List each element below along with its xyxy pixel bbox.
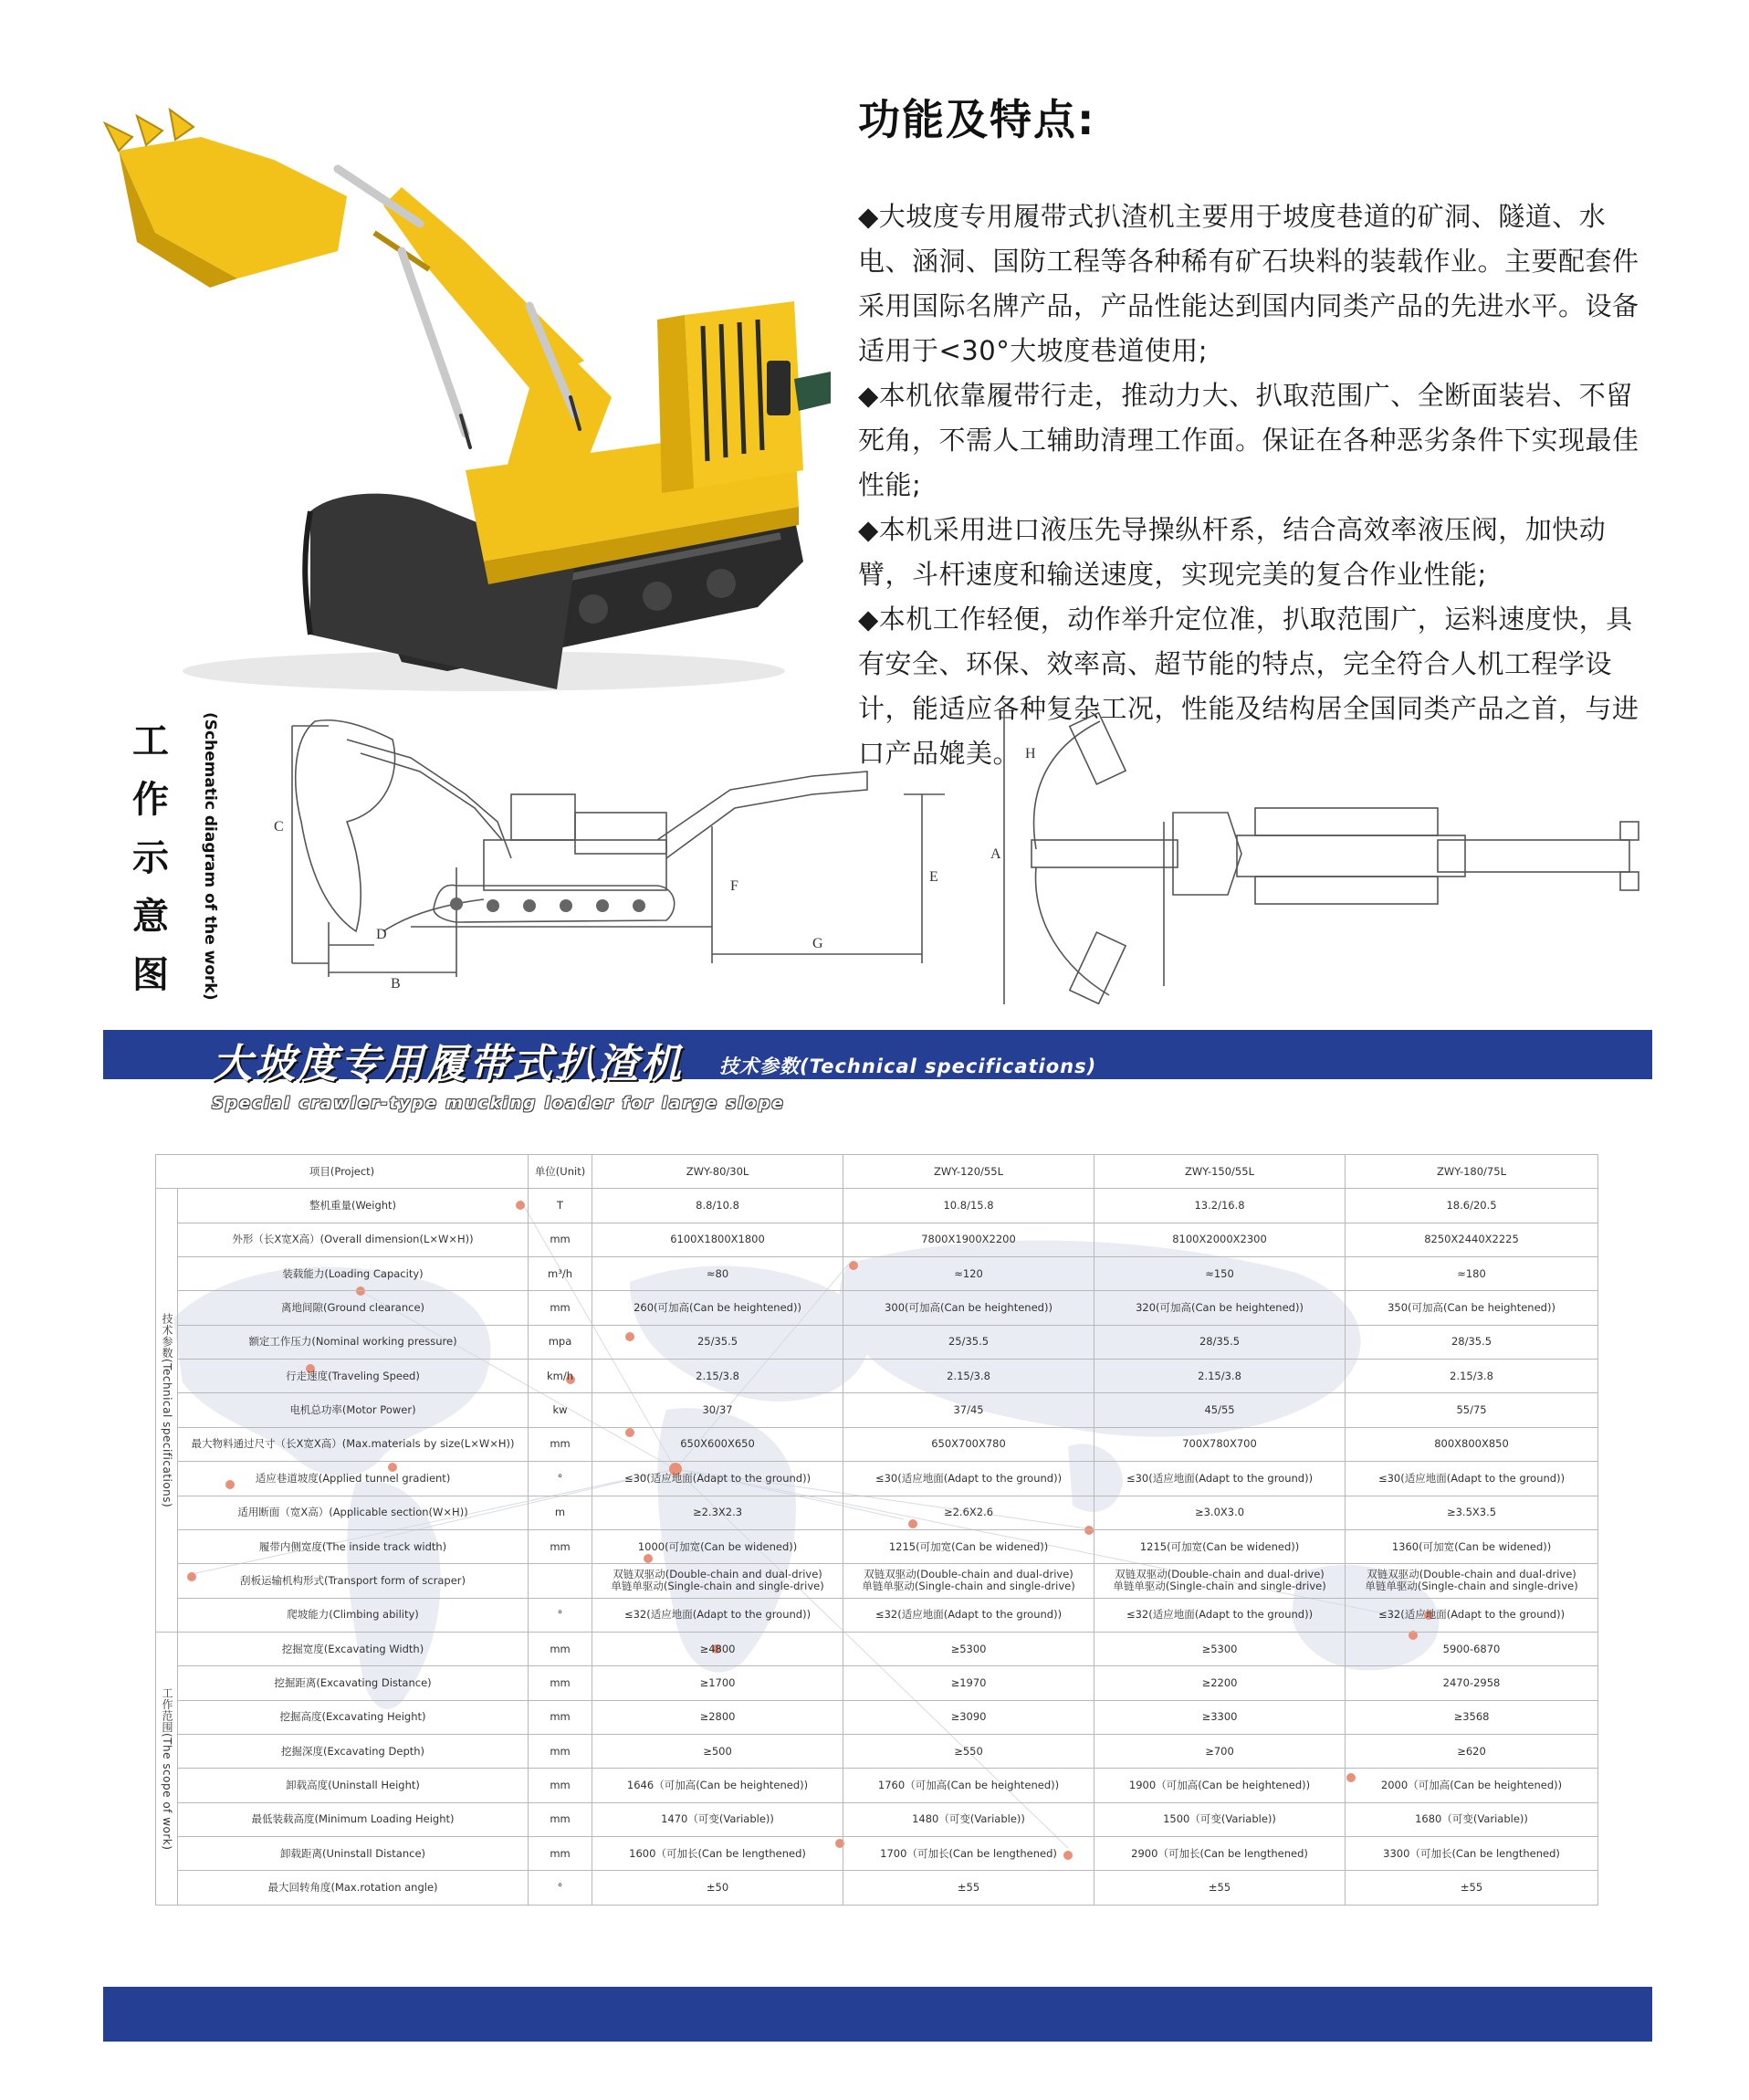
table-cell-value: 1215(可加宽(Can be widened)) (1094, 1529, 1346, 1563)
spec-table-container (155, 1154, 1597, 1906)
table-cell-value: ≤32(适应地面(Adapt to the ground)) (592, 1598, 843, 1632)
header-model: ZWY-80/30L (592, 1155, 843, 1189)
table-cell-value: 650X600X650 (592, 1427, 843, 1461)
schematic-title-char: 图 (132, 954, 169, 996)
table-cell-value: 320(可加高(Can be heightened)) (1094, 1291, 1346, 1325)
table-cell-value: 45/55 (1094, 1393, 1346, 1427)
table-cell-value: 1215(可加宽(Can be widened)) (843, 1529, 1094, 1563)
table-cell-value: 双链双驱动(Double-chain and dual-drive) 单链单驱动(Single-chain and single-drive) (592, 1564, 843, 1598)
table-cell-item: 爬坡能力(Climbing ability) (178, 1598, 529, 1632)
table-cell-value: 1680（可变(Variable)) (1346, 1802, 1598, 1836)
schematic-top-view (990, 703, 1648, 1004)
header-unit: 单位(Unit) (529, 1155, 592, 1189)
table-cell-value: 双链双驱动(Double-chain and dual-drive) 单链单驱动(Single-chain and single-drive) (1094, 1564, 1346, 1598)
table-cell-value: 8250X2440X2225 (1346, 1223, 1598, 1256)
schematic-english-text: (Schematic diagram of the work) (201, 712, 219, 1001)
table-cell-value: 双链双驱动(Double-chain and dual-drive) 单链单驱动(Single-chain and single-drive) (843, 1564, 1094, 1598)
table-cell-item: 电机总功率(Motor Power) (178, 1393, 529, 1427)
table-cell-value: 28/35.5 (1094, 1325, 1346, 1359)
features-title: 功能及特点: (858, 95, 1096, 144)
table-cell-item: 挖掘深度(Excavating Depth) (178, 1735, 529, 1769)
table-cell-item: 挖掘宽度(Excavating Width) (178, 1632, 529, 1665)
dim-label-e: E (929, 869, 938, 885)
table-cell-unit: km/h (529, 1360, 592, 1393)
table-row (156, 1529, 1598, 1563)
table-row (156, 1802, 1598, 1836)
table-cell-unit: mm (529, 1529, 592, 1563)
table-cell-value: 1470（可变(Variable)) (592, 1802, 843, 1836)
dim-label-d: D (376, 927, 387, 942)
table-cell-value: 2.15/3.8 (592, 1360, 843, 1393)
table-cell-value: ≈150 (1094, 1256, 1346, 1290)
table-cell-value: 3300（可加长(Can be lengthened) (1346, 1837, 1598, 1871)
table-cell-unit: mm (529, 1700, 592, 1734)
table-cell-value: ≥620 (1346, 1735, 1598, 1769)
group-technical-specs: 技术参数(Technical specifications) (156, 1189, 178, 1633)
table-cell-value: ≤30(适应地面(Adapt to the ground)) (1346, 1462, 1598, 1496)
table-cell-value: ≥5300 (1094, 1632, 1346, 1665)
table-cell-value: 1900（可加高(Can be heightened)) (1094, 1769, 1346, 1802)
table-cell-value: 1480（可变(Variable)) (843, 1802, 1094, 1836)
table-cell-value: 1700（可加长(Can be lengthened) (843, 1837, 1094, 1871)
table-cell-item: 整机重量(Weight) (178, 1189, 529, 1223)
table-cell-item: 适应巷道坡度(Applied tunnel gradient) (178, 1462, 529, 1496)
table-row (156, 1871, 1598, 1906)
table-cell-unit: ° (529, 1598, 592, 1632)
table-cell-value: ≤30(适应地面(Adapt to the ground)) (843, 1462, 1094, 1496)
table-cell-value: 18.6/20.5 (1346, 1189, 1598, 1223)
table-cell-value: 1360(可加宽(Can be widened)) (1346, 1529, 1598, 1563)
table-cell-unit: T (529, 1189, 592, 1223)
table-cell-value: 5900-6870 (1346, 1632, 1598, 1665)
table-cell-value: 700X780X700 (1094, 1427, 1346, 1461)
table-cell-item: 最大物料通过尺寸（长X宽X高）(Max.materials by size(L×W×H)) (178, 1427, 529, 1461)
table-cell-unit: mm (529, 1837, 592, 1871)
table-cell-unit (529, 1564, 592, 1598)
table-cell-value: 25/35.5 (843, 1325, 1094, 1359)
table-cell-value: 1000(可加宽(Can be widened)) (592, 1529, 843, 1563)
schematic-english-label (199, 712, 226, 1001)
table-cell-unit: mm (529, 1666, 592, 1700)
table-row (156, 1700, 1598, 1734)
dim-label-g: G (812, 936, 823, 951)
schematic-title-char: 工 (132, 720, 169, 762)
table-cell-item: 行走速度(Traveling Speed) (178, 1360, 529, 1393)
table-cell-value: 2900（可加长(Can be lengthened) (1094, 1837, 1346, 1871)
table-cell-value: 25/35.5 (592, 1325, 843, 1359)
table-cell-item: 挖掘高度(Excavating Height) (178, 1700, 529, 1734)
table-row (156, 1223, 1598, 1256)
table-cell-value: ≥700 (1094, 1735, 1346, 1769)
table-row (156, 1769, 1598, 1802)
table-cell-value: 8100X2000X2300 (1094, 1223, 1346, 1256)
banner-subtitle: Special crawler-type mucking loader for large slope (212, 1094, 785, 1113)
table-cell-item: 履带内侧宽度(The inside track width) (178, 1529, 529, 1563)
table-cell-value: ≥3.0X3.0 (1094, 1496, 1346, 1529)
table-cell-value: ≥3.5X3.5 (1346, 1496, 1598, 1529)
table-cell-item: 刮板运输机构形式(Transport form of scraper) (178, 1564, 529, 1598)
dim-label-a: A (990, 846, 1001, 862)
table-cell-item: 卸载高度(Uninstall Height) (178, 1769, 529, 1802)
table-cell-unit: m³/h (529, 1256, 592, 1290)
spec-table-body (156, 1155, 1598, 1906)
table-cell-value: 13.2/16.8 (1094, 1189, 1346, 1223)
table-cell-unit: ° (529, 1871, 592, 1906)
table-cell-value: ≤32(适应地面(Adapt to the ground)) (843, 1598, 1094, 1632)
table-cell-value: ≈120 (843, 1256, 1094, 1290)
table-cell-value: 6100X1800X1800 (592, 1223, 843, 1256)
table-cell-value: 8.8/10.8 (592, 1189, 843, 1223)
table-cell-item: 最大回转角度(Max.rotation angle) (178, 1871, 529, 1906)
table-cell-value: 10.8/15.8 (843, 1189, 1094, 1223)
header-model: ZWY-180/75L (1346, 1155, 1598, 1189)
table-cell-unit: ° (529, 1462, 592, 1496)
table-cell-unit: mpa (529, 1325, 592, 1359)
table-cell-value: 350(可加高(Can be heightened)) (1346, 1291, 1598, 1325)
table-cell-value: ≈80 (592, 1256, 843, 1290)
feature-paragraph-1: ◆大坡度专用履带式扒渣机主要用于坡度巷道的矿洞、隧道、水电、涵洞、国防工程等各种稀有矿石块料的装载作业。主要配套件采用国际名牌产品，产品性能达到国内同类产品的先进水平。设备适用于<30°大坡度巷道使用; (858, 201, 1639, 366)
table-row (156, 1189, 1598, 1223)
table-cell-value: ≤30(适应地面(Adapt to the ground)) (1094, 1462, 1346, 1496)
schematic-title (128, 712, 173, 1004)
table-cell-value: ≥550 (843, 1735, 1094, 1769)
schematic-side-view (274, 703, 968, 995)
table-cell-value: ±55 (1346, 1871, 1598, 1906)
table-cell-value: 30/37 (592, 1393, 843, 1427)
table-cell-unit: mm (529, 1223, 592, 1256)
table-cell-value: ≥1700 (592, 1666, 843, 1700)
table-row (156, 1256, 1598, 1290)
table-cell-item: 适用断面（宽X高）(Applicable section(W×H)) (178, 1496, 529, 1529)
dim-label-f: F (730, 878, 738, 894)
banner-spec-label: 技术参数(Technical specifications) (719, 1055, 1097, 1077)
table-cell-value: ≥1970 (843, 1666, 1094, 1700)
table-cell-value: ≤30(适应地面(Adapt to the ground)) (592, 1462, 843, 1496)
table-cell-value: ±55 (843, 1871, 1094, 1906)
table-cell-value: 2.15/3.8 (843, 1360, 1094, 1393)
table-cell-value: ±55 (1094, 1871, 1346, 1906)
table-cell-value: 双链双驱动(Double-chain and dual-drive) 单链单驱动(Single-chain and single-drive) (1346, 1564, 1598, 1598)
spec-table (155, 1154, 1598, 1906)
dim-label-c: C (274, 819, 284, 835)
table-cell-item: 最低装载高度(Minimum Loading Height) (178, 1802, 529, 1836)
table-cell-unit: mm (529, 1427, 592, 1461)
table-cell-value: 1646（可加高(Can be heightened)) (592, 1769, 843, 1802)
feature-paragraph-2: ◆本机依靠履带行走，推动力大、扒取范围广、全断面装岩、不留死角，不需人工辅助清理工作面。保证在各种恶劣条件下实现最佳性能; (858, 380, 1639, 500)
table-row (156, 1564, 1598, 1598)
table-cell-value: 2470-2958 (1346, 1666, 1598, 1700)
feature-paragraph-3: ◆本机采用进口液压先导操纵杆系，结合高效率液压阀，加快动臂，斗杆速度和输送速度，实现完美的复合作业性能; (858, 514, 1607, 590)
table-cell-value: ≥3300 (1094, 1700, 1346, 1734)
table-cell-item: 外形（长X宽X高）(Overall dimension(L×W×H)) (178, 1223, 529, 1256)
table-row (156, 1325, 1598, 1359)
table-cell-value: ≤32(适应地面(Adapt to the ground)) (1346, 1598, 1598, 1632)
table-cell-value: 300(可加高(Can be heightened)) (843, 1291, 1094, 1325)
table-cell-value: 2.15/3.8 (1346, 1360, 1598, 1393)
table-cell-value: 650X700X780 (843, 1427, 1094, 1461)
loader-machine-photo (100, 87, 831, 708)
table-cell-value: 28/35.5 (1346, 1325, 1598, 1359)
table-cell-value: ±50 (592, 1871, 843, 1906)
table-cell-value: ≥2.6X2.6 (843, 1496, 1094, 1529)
table-cell-unit: mm (529, 1802, 592, 1836)
table-cell-unit: mm (529, 1632, 592, 1665)
table-cell-unit: mm (529, 1735, 592, 1769)
features-section (858, 87, 1643, 776)
banner-title: 大坡度专用履带式扒渣机 (212, 1041, 684, 1087)
table-cell-item: 卸载距离(Uninstall Distance) (178, 1837, 529, 1871)
table-row (156, 1291, 1598, 1325)
table-cell-value: 2.15/3.8 (1094, 1360, 1346, 1393)
table-cell-item: 额定工作压力(Nominal working pressure) (178, 1325, 529, 1359)
schematic-title-char: 作 (132, 779, 169, 821)
table-cell-value: ≥2.3X2.3 (592, 1496, 843, 1529)
dim-label-b: B (391, 976, 401, 992)
table-row (156, 1837, 1598, 1871)
table-cell-value: ≥5300 (843, 1632, 1094, 1665)
table-cell-value: 55/75 (1346, 1393, 1598, 1427)
header-model: ZWY-120/55L (843, 1155, 1094, 1189)
table-cell-unit: m (529, 1496, 592, 1529)
table-cell-value: ≥3090 (843, 1700, 1094, 1734)
table-cell-value: ≥2200 (1094, 1666, 1346, 1700)
table-cell-value: 260(可加高(Can be heightened)) (592, 1291, 843, 1325)
header-project: 项目(Project) (156, 1155, 529, 1189)
table-cell-unit: mm (529, 1291, 592, 1325)
table-cell-value: 2000（可加高(Can be heightened)) (1346, 1769, 1598, 1802)
table-row (156, 1598, 1598, 1632)
table-cell-value: ≈180 (1346, 1256, 1598, 1290)
table-row (156, 1393, 1598, 1427)
bottom-banner (103, 1987, 1652, 2042)
table-cell-value: 1600（可加长(Can be lengthened) (592, 1837, 843, 1871)
feature-paragraph-4: ◆本机工作轻便，动作举升定位准，扒取范围广，运料速度快，具有安全、环保、效率高、超节能的特点，完全符合人机工程学设计，能适应各种复杂工况，性能及结构居全国同类产品之首，与进口产品媲美。 (858, 604, 1639, 769)
table-cell-item: 装载能力(Loading Capacity) (178, 1256, 529, 1290)
table-cell-value: 1760（可加高(Can be heightened)) (843, 1769, 1094, 1802)
table-row (156, 1632, 1598, 1665)
table-cell-value: ≥500 (592, 1735, 843, 1769)
table-header-row (156, 1155, 1598, 1189)
table-row (156, 1427, 1598, 1461)
table-row (156, 1360, 1598, 1393)
table-cell-value: 1500（可变(Variable)) (1094, 1802, 1346, 1836)
dim-label-h: H (1025, 746, 1036, 761)
table-cell-unit: mm (529, 1769, 592, 1802)
schematic-title-char: 示 (132, 837, 169, 879)
table-cell-value: ≥2800 (592, 1700, 843, 1734)
table-cell-value: ≥3568 (1346, 1700, 1598, 1734)
group-scope-of-work: 工作范围(The scope of work) (156, 1632, 178, 1905)
table-cell-unit: kw (529, 1393, 592, 1427)
table-row (156, 1735, 1598, 1769)
table-row (156, 1462, 1598, 1496)
table-cell-item: 挖掘距离(Excavating Distance) (178, 1666, 529, 1700)
header-model: ZWY-150/55L (1094, 1155, 1346, 1189)
table-cell-item: 离地间隙(Ground clearance) (178, 1291, 529, 1325)
table-cell-value: ≤32(适应地面(Adapt to the ground)) (1094, 1598, 1346, 1632)
table-cell-value: 7800X1900X2200 (843, 1223, 1094, 1256)
table-cell-value: ≥4800 (592, 1632, 843, 1665)
table-cell-value: 800X800X850 (1346, 1427, 1598, 1461)
table-row (156, 1496, 1598, 1529)
table-cell-value: 37/45 (843, 1393, 1094, 1427)
schematic-title-char: 意 (132, 896, 169, 938)
table-row (156, 1666, 1598, 1700)
